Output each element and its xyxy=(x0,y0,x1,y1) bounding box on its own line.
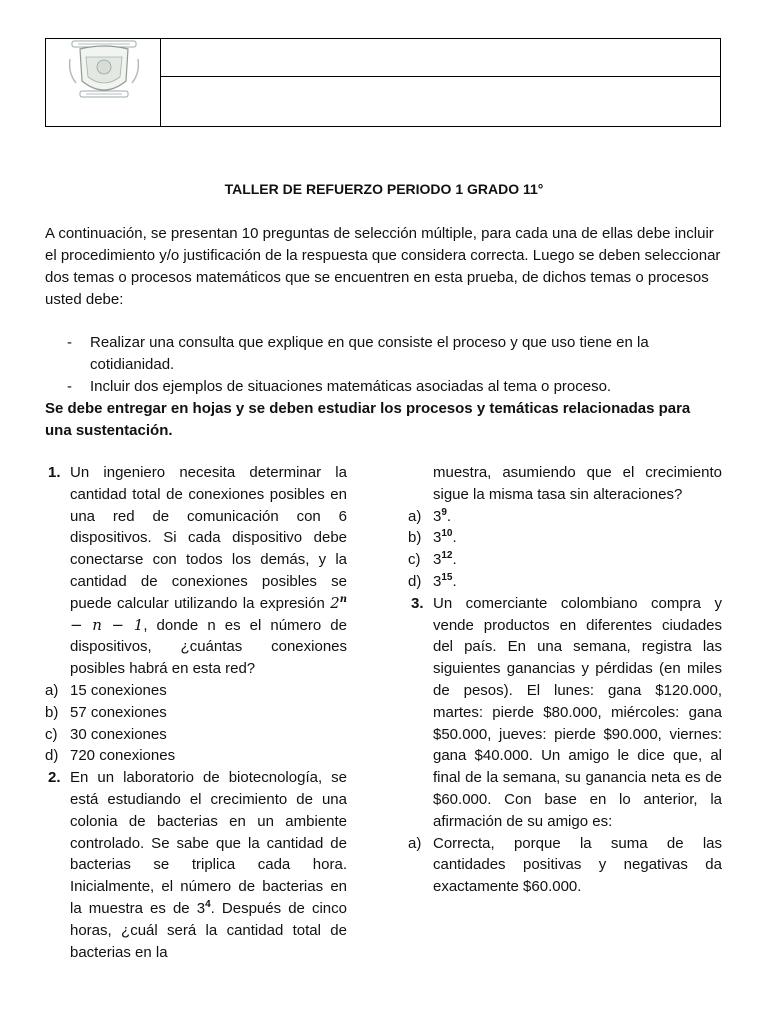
right-column xyxy=(408,462,722,898)
header-info-cell xyxy=(161,39,720,126)
question-2-continued: muestra, asumiendo que el crecimiento sigue la misma tasa sin alteraciones? xyxy=(433,464,722,503)
formula: $2^n - n - 1$ xyxy=(70,593,347,634)
document-title: TALLER DE REFUERZO PERIODO 1 GRADO 11° xyxy=(224,181,544,197)
option-b: b) 57 conexiones xyxy=(45,703,167,721)
question-2: 2. En un laboratorio de biotecnología, se está estudiando el crecimiento de una colonia de bacterias en un ambiente controlado. Se sabe que la cantidad de bacterias se triplica cada hora. Inicialmente, el número de bacterias en la muestra es de $3^4$. Después de cinco horas, ¿cuál será la cantidad total de bacterias en la xyxy=(48,769,347,961)
question-1: 1. Un ingeniero necesita determinar la cantidad total de conexiones posibles en una red de comunicación con 6 dispositivos. Si cada dispositivo debe conectarse con todos los demás, y la cantidad de conexiones posibles se puede calcular utilizando la expresión $2^n - n - 1$, donde n es el número de dispositivos, ¿cuántas conexiones posibles habrá en esta red? xyxy=(48,464,347,678)
option-a: a) Correcta, porque la suma de las cantidades positivas y negativas da exactamente $60.000. xyxy=(408,834,722,896)
instruction-item: - Incluir dos ejemplos de situaciones matemáticas asociadas al tema o proceso. xyxy=(67,378,612,395)
instruction-item: - Realizar una consulta que explique en que consiste el proceso y que uso tiene en la cotidianidad. xyxy=(67,334,649,373)
submission-note: Se debe entregar en hojas y se deben estudiar los procesos y temáticas relacionadas para una sustentación. xyxy=(45,400,691,439)
header-row-2 xyxy=(161,77,720,126)
instruction-list xyxy=(45,332,705,398)
header-table xyxy=(45,38,721,127)
intro-paragraph: A continuación, se presentan 10 preguntas de selección múltiple, para cada una de ellas debe incluir el procedimiento y/o justificación de la respuesta que considera correcta. Luego se deben seleccionar dos temas o procesos matemáticos que se encuentren en esta prueba, de dichos temas o procesos usted debe: xyxy=(45,225,721,308)
school-crest-icon xyxy=(66,39,142,105)
option-b: b) $3^{10}$. xyxy=(408,528,457,547)
option-c: c) $3^{12}$. xyxy=(408,550,457,569)
option-d: d) 720 conexiones xyxy=(45,747,176,765)
question-number: 3. xyxy=(411,594,424,612)
option-a: a) 15 conexiones xyxy=(45,681,167,699)
question-3: 3. Un comerciante colombiano compra y vende productos en diferentes ciudades del país. En una semana, registra las siguientes ganancias y pérdidas (en miles de pesos). El lunes: gana $120.000, martes: pierde $80.000, miércoles: gana $50.000, jueves: pierde $90.000, viernes: gana $40.000. Un amigo le dice que, al final de la semana, su ganancia neta es de $60.000. Con base en lo anterior, la afirmación de su amigo es: xyxy=(411,594,722,830)
option-d: d) $3^{15}$. xyxy=(408,571,457,590)
logo-cell xyxy=(46,39,161,126)
question-number: 1. xyxy=(48,464,61,481)
question-number: 2. xyxy=(48,769,61,787)
header-row-1 xyxy=(161,39,720,77)
option-a: a) $3^9$. xyxy=(408,506,452,525)
left-column xyxy=(45,462,347,963)
option-c: c) 30 conexiones xyxy=(45,725,167,743)
